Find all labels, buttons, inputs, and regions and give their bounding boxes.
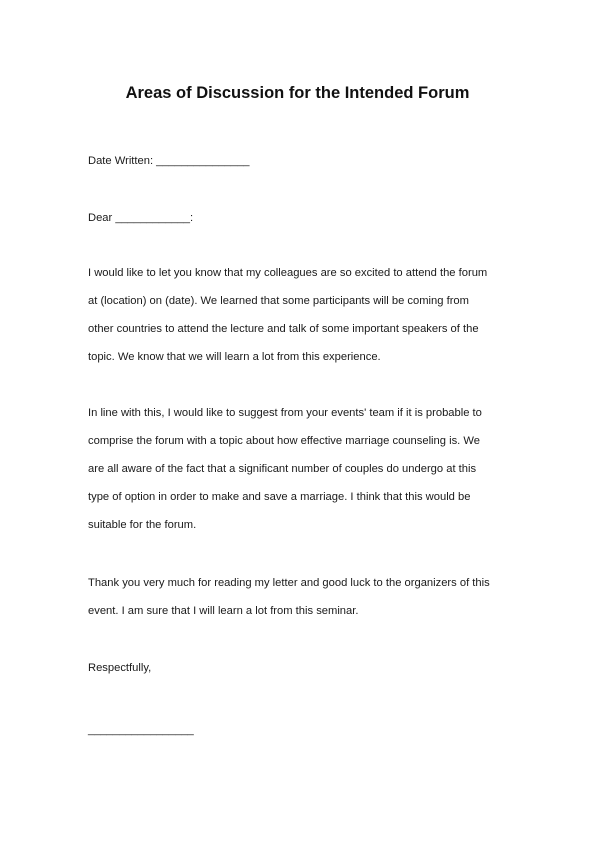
date-written-line: Date Written: _______________: [88, 155, 250, 167]
paragraph-line: In line with this, I would like to suggest from your events' team if it is probable to: [88, 407, 482, 419]
signature-line: _________________: [88, 724, 194, 736]
paragraph-line: type of option in order to make and save a marriage. I think that this would be: [88, 491, 471, 503]
document-title: Areas of Discussion for the Intended Forum: [125, 84, 470, 102]
paragraph-line: Thank you very much for reading my letter and good luck to the organizers of this: [88, 577, 490, 589]
paragraph-line: I would like to let you know that my colleagues are so excited to attend the forum: [88, 267, 488, 279]
closing: Respectfully,: [88, 662, 152, 674]
paragraph-line: are all aware of the fact that a significant number of couples do undergo at this: [88, 463, 477, 475]
paragraph-line: suitable for the forum.: [88, 519, 197, 531]
paragraph-line: comprise the forum with a topic about how effective marriage counseling is. We: [88, 435, 480, 447]
paragraph-line: at (location) on (date). We learned that some participants will be coming from: [88, 295, 469, 307]
salutation: Dear ____________:: [88, 212, 194, 224]
paragraph-line: other countries to attend the lecture and talk of some important speakers of the: [88, 323, 479, 335]
paragraph-line: topic. We know that we will learn a lot from this experience.: [88, 351, 381, 363]
paragraph-line: event. I am sure that I will learn a lot from this seminar.: [88, 605, 359, 617]
